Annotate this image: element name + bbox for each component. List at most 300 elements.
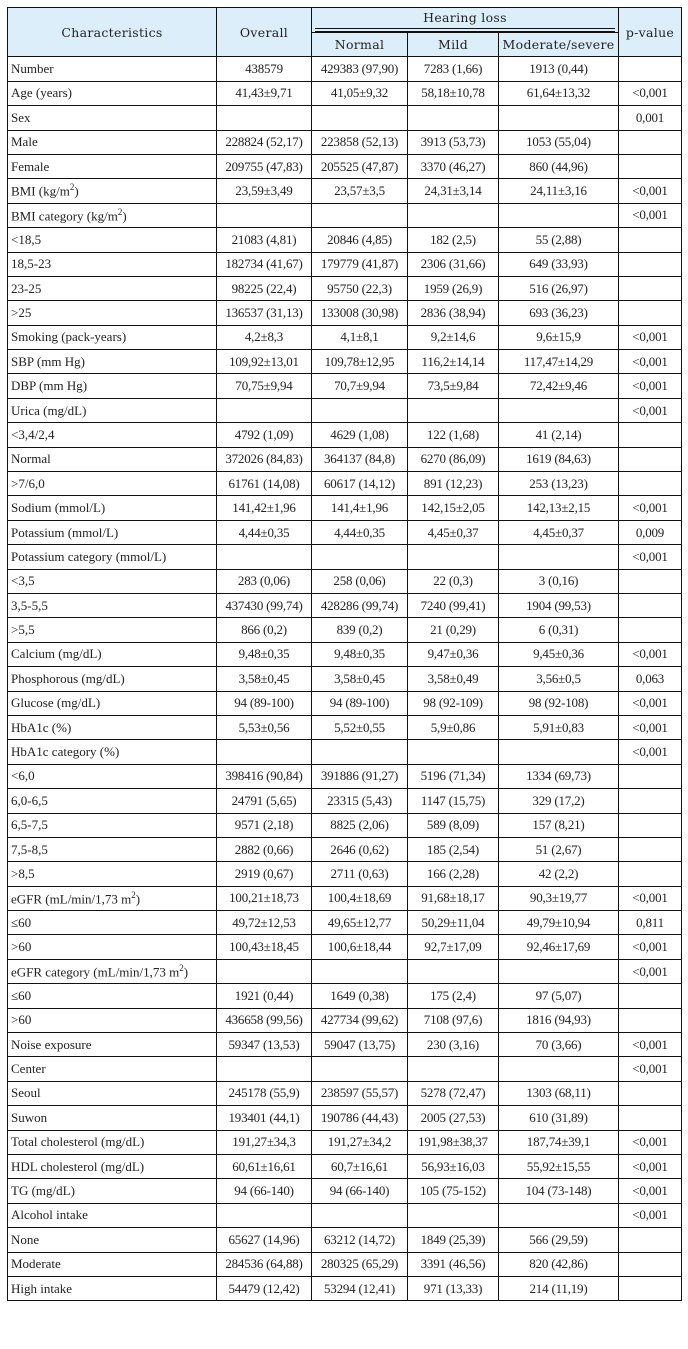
cell-characteristic [8,1276,217,1300]
cell-moderate-severe: 104 (73-148) [499,1179,619,1203]
cell-normal: 223858 (52,13) [312,130,408,154]
table-row [8,106,682,130]
cell-characteristic [8,1081,217,1105]
table-row [8,301,682,325]
header-characteristics: Characteristics [8,8,217,57]
cell-characteristic [8,350,217,374]
cell-p-value: <0,001 [619,691,682,715]
cell-p-value: <0,001 [619,496,682,520]
cell-mild: 891 (12,23) [408,472,499,496]
cell-overall: 100,43±18,45 [217,935,312,959]
cell-mild: 1959 (26,9) [408,276,499,300]
label-tail: ) [74,183,79,199]
cell-overall: 98225 (22,4) [217,276,312,300]
cell-characteristic [8,886,217,910]
cell-mild: 4,45±0,37 [408,520,499,544]
cell-p-value: <0,001 [619,545,682,569]
cell-normal [312,545,408,569]
characteristic-label: Potassium (mmol/L) [11,524,119,540]
characteristic-label: Sodium (mmol/L) [11,500,106,516]
cell-normal: 94 (89-100) [312,691,408,715]
cell-characteristic [8,813,217,837]
cell-p-value [619,1008,682,1032]
cell-p-value: <0,001 [619,1130,682,1154]
cell-characteristic [8,862,217,886]
cell-p-value [619,154,682,178]
characteristic-label: ≤60 [11,987,32,1003]
cell-moderate-severe [499,203,619,227]
cell-p-value: <0,001 [619,1033,682,1057]
cell-normal: 94 (66-140) [312,1179,408,1203]
cell-mild: 185 (2,54) [408,837,499,861]
cell-overall: 54479 (12,42) [217,1276,312,1300]
cell-overall: 60,61±16,61 [217,1154,312,1178]
cell-mild [408,740,499,764]
cell-characteristic [8,81,217,105]
cell-overall: 284536 (64,88) [217,1252,312,1276]
cell-overall: 21083 (4,81) [217,228,312,252]
cell-p-value [619,593,682,617]
cell-characteristic [8,1008,217,1032]
cell-overall [217,203,312,227]
cell-characteristic [8,764,217,788]
characteristic-label: <6,0 [11,768,35,784]
cell-mild: 91,68±18,17 [408,886,499,910]
cell-overall: 866 (0,2) [217,618,312,642]
cell-characteristic [8,959,217,983]
table-row [8,179,682,203]
cell-normal: 258 (0,06) [312,569,408,593]
table-body [8,57,682,1301]
cell-mild: 7283 (1,66) [408,57,499,81]
characteristic-label: eGFR (mL/min/1,73 m [11,891,132,907]
cell-mild: 3370 (46,27) [408,154,499,178]
cell-normal [312,1057,408,1081]
cell-overall: 228824 (52,17) [217,130,312,154]
characteristic-label: Number [11,61,54,77]
table-row [8,325,682,349]
cell-overall: 438579 [217,57,312,81]
cell-mild: 50,29±11,04 [408,911,499,935]
cell-characteristic [8,447,217,471]
characteristic-label: Female [11,158,50,174]
cell-p-value: <0,001 [619,325,682,349]
cell-moderate-severe: 1619 (84,63) [499,447,619,471]
cell-normal: 95750 (22,3) [312,276,408,300]
cell-characteristic [8,154,217,178]
characteristic-label: Glucose (mg/dL) [11,695,101,711]
cell-mild: 166 (2,28) [408,862,499,886]
cell-characteristic [8,1203,217,1227]
characteristic-label: Alcohol intake [11,1207,88,1223]
cell-moderate-severe: 42 (2,2) [499,862,619,886]
cell-p-value [619,301,682,325]
cell-characteristic [8,1106,217,1130]
cell-mild: 9,47±0,36 [408,642,499,666]
cell-overall [217,959,312,983]
cell-mild: 24,31±3,14 [408,179,499,203]
cell-moderate-severe: 70 (3,66) [499,1033,619,1057]
table-row [8,959,682,983]
cell-moderate-severe: 9,45±0,36 [499,642,619,666]
cell-normal: 191,27±34,2 [312,1130,408,1154]
table-row [8,1081,682,1105]
cell-p-value [619,447,682,471]
characteristic-label: BMI (kg/m [11,183,70,199]
cell-overall: 3,58±0,45 [217,667,312,691]
label-superscript: 2 [131,889,136,900]
cell-moderate-severe: 9,6±15,9 [499,325,619,349]
cell-moderate-severe [499,1203,619,1227]
cell-characteristic [8,228,217,252]
cell-p-value [619,862,682,886]
table-row [8,1228,682,1252]
table-row [8,252,682,276]
table-row [8,398,682,422]
cell-p-value: 0,063 [619,667,682,691]
table-row [8,276,682,300]
table-row [8,1033,682,1057]
table-row [8,691,682,715]
characteristic-label: Sex [11,109,31,125]
cell-p-value [619,276,682,300]
cell-normal: 59047 (13,75) [312,1033,408,1057]
cell-mild: 98 (92-109) [408,691,499,715]
cell-p-value: <0,001 [619,81,682,105]
cell-overall: 23,59±3,49 [217,179,312,203]
table-row [8,569,682,593]
cell-overall: 141,42±1,96 [217,496,312,520]
cell-characteristic [8,203,217,227]
table-row [8,911,682,935]
characteristic-label: DBP (mm Hg) [11,378,88,394]
cell-normal: 41,05±9,32 [312,81,408,105]
cell-moderate-severe: 55,92±15,55 [499,1154,619,1178]
cell-normal: 63212 (14,72) [312,1228,408,1252]
cell-mild: 182 (2,5) [408,228,499,252]
cell-normal: 3,58±0,45 [312,667,408,691]
cell-characteristic [8,545,217,569]
characteristic-label: None [11,1231,40,1247]
cell-moderate-severe: 5,91±0,83 [499,715,619,739]
cell-moderate-severe: 1816 (94,93) [499,1008,619,1032]
cell-moderate-severe: 3 (0,16) [499,569,619,593]
cell-p-value [619,57,682,81]
cell-normal: 427734 (99,62) [312,1008,408,1032]
cell-normal: 8825 (2,06) [312,813,408,837]
cell-moderate-severe: 860 (44,96) [499,154,619,178]
table-row [8,57,682,81]
characteristic-label: Potassium category (mmol/L) [11,548,167,564]
cell-characteristic [8,496,217,520]
cell-moderate-severe: 1053 (55,04) [499,130,619,154]
cell-overall [217,545,312,569]
cell-normal: 60617 (14,12) [312,472,408,496]
cell-overall: 59347 (13,53) [217,1033,312,1057]
table-header [8,8,682,57]
cell-p-value [619,1081,682,1105]
cell-moderate-severe: 516 (26,97) [499,276,619,300]
table-row [8,984,682,1008]
header-hearing-loss-group [312,8,619,33]
characteristic-label: HbA1c category (%) [11,744,120,760]
cell-mild: 3913 (53,73) [408,130,499,154]
cell-overall: 9571 (2,18) [217,813,312,837]
cell-p-value: <0,001 [619,1057,682,1081]
table-row [8,886,682,910]
characteristic-label: SBP (mm Hg) [11,353,85,369]
cell-mild: 105 (75-152) [408,1179,499,1203]
cell-mild: 1849 (25,39) [408,1228,499,1252]
cell-characteristic [8,423,217,447]
cell-characteristic [8,1179,217,1203]
table-row [8,130,682,154]
header-mild: Mild [408,33,499,57]
table-row [8,837,682,861]
cell-p-value: <0,001 [619,740,682,764]
table-row [8,1106,682,1130]
cell-normal: 70,7±9,94 [312,374,408,398]
cell-p-value: <0,001 [619,350,682,374]
cell-mild [408,106,499,130]
cell-p-value: <0,001 [619,959,682,983]
cell-overall: 61761 (14,08) [217,472,312,496]
cell-normal: 100,6±18,44 [312,935,408,959]
cell-normal: 5,52±0,55 [312,715,408,739]
cell-moderate-severe: 253 (13,23) [499,472,619,496]
cell-normal: 141,4±1,96 [312,496,408,520]
characteristic-label: Center [11,1061,46,1077]
cell-moderate-severe: 72,42±9,46 [499,374,619,398]
label-superscript: 2 [179,962,184,973]
table-row [8,667,682,691]
characteristic-label: 18,5-23 [11,256,52,272]
label-superscript: 2 [117,206,123,217]
cell-moderate-severe: 157 (8,21) [499,813,619,837]
cell-characteristic [8,57,217,81]
cell-mild: 5,9±0,86 [408,715,499,739]
cell-characteristic [8,398,217,422]
cell-p-value [619,789,682,813]
cell-normal: 428286 (99,74) [312,593,408,617]
table-row [8,203,682,227]
cell-normal: 23315 (5,43) [312,789,408,813]
cell-overall: 437430 (99,74) [217,593,312,617]
cell-characteristic [8,935,217,959]
characteristic-label: >5,5 [11,622,35,638]
cell-characteristic [8,374,217,398]
cell-normal [312,203,408,227]
label-tail: ) [183,964,189,980]
cell-overall: 2882 (0,66) [217,837,312,861]
cell-moderate-severe: 49,79±10,94 [499,911,619,935]
characteristic-label: Seoul [11,1085,41,1101]
characteristic-label: 7,5-8,5 [11,841,48,857]
cell-normal: 280325 (65,29) [312,1252,408,1276]
cell-moderate-severe: 329 (17,2) [499,789,619,813]
header-moderate-severe: Moderate/severe [499,33,619,57]
cell-normal: 133008 (30,98) [312,301,408,325]
cell-mild: 5196 (71,34) [408,764,499,788]
cell-overall: 94 (89-100) [217,691,312,715]
cell-overall: 49,72±12,53 [217,911,312,935]
cell-normal: 179779 (41,87) [312,252,408,276]
cell-characteristic [8,715,217,739]
cell-characteristic [8,618,217,642]
cell-characteristic [8,1154,217,1178]
characteristic-label: <18,5 [11,231,42,247]
cell-moderate-severe: 55 (2,88) [499,228,619,252]
cell-p-value [619,130,682,154]
cell-mild: 7240 (99,41) [408,593,499,617]
cell-normal: 49,65±12,77 [312,911,408,935]
label-superscript: 2 [69,182,75,193]
cell-mild: 230 (3,16) [408,1033,499,1057]
cell-overall: 109,92±13,01 [217,350,312,374]
cell-p-value [619,837,682,861]
cell-moderate-severe: 1334 (69,73) [499,764,619,788]
cell-normal: 4,1±8,1 [312,325,408,349]
cell-characteristic [8,472,217,496]
cell-moderate-severe: 6 (0,31) [499,618,619,642]
cell-normal: 238597 (55,57) [312,1081,408,1105]
characteristic-label: Suwon [11,1109,48,1125]
cell-p-value: <0,001 [619,935,682,959]
cell-characteristic [8,1130,217,1154]
characteristic-label: 23-25 [11,280,42,296]
table-row [8,789,682,813]
characteristic-label: Age (years) [11,85,72,101]
cell-mild: 56,93±16,03 [408,1154,499,1178]
characteristic-label: HbA1c (%) [11,719,72,735]
cell-overall [217,740,312,764]
cell-moderate-severe: 61,64±13,32 [499,81,619,105]
cell-p-value [619,764,682,788]
cell-p-value: <0,001 [619,1203,682,1227]
cell-mild: 971 (13,33) [408,1276,499,1300]
cell-mild: 2836 (38,94) [408,301,499,325]
cell-moderate-severe: 142,13±2,15 [499,496,619,520]
cell-moderate-severe: 3,56±0,5 [499,667,619,691]
cell-p-value [619,618,682,642]
characteristic-label: Smoking (pack-years) [11,329,127,345]
characteristic-label: eGFR category (mL/min/1,73 m [11,964,180,980]
table-row [8,1057,682,1081]
table-row [8,374,682,398]
cell-overall: 193401 (44,1) [217,1106,312,1130]
cell-overall: 209755 (47,83) [217,154,312,178]
characteristic-label: Total cholesterol (mg/dL) [11,1134,145,1150]
cell-overall: 9,48±0,35 [217,642,312,666]
cell-characteristic [8,642,217,666]
cell-mild: 191,98±38,37 [408,1130,499,1154]
cell-moderate-severe [499,740,619,764]
cell-mild: 3,58±0,49 [408,667,499,691]
cell-normal [312,740,408,764]
cell-overall [217,1057,312,1081]
cell-p-value [619,1106,682,1130]
cell-moderate-severe: 51 (2,67) [499,837,619,861]
characteristic-label: <3,4/2,4 [11,426,55,442]
cell-moderate-severe: 98 (92-108) [499,691,619,715]
cell-moderate-severe [499,545,619,569]
table-row [8,715,682,739]
table-row [8,862,682,886]
cell-mild: 1147 (15,75) [408,789,499,813]
cell-characteristic [8,1057,217,1081]
cell-moderate-severe [499,106,619,130]
characteristic-label: BMI category (kg/m [11,208,118,224]
cell-mild: 142,15±2,05 [408,496,499,520]
cell-overall: 41,43±9,71 [217,81,312,105]
cell-p-value: <0,001 [619,203,682,227]
cell-overall: 70,75±9,94 [217,374,312,398]
cell-moderate-severe: 90,3±19,77 [499,886,619,910]
table-row [8,642,682,666]
cell-mild: 73,5±9,84 [408,374,499,398]
cell-p-value: 0,811 [619,911,682,935]
cell-normal [312,106,408,130]
cell-moderate-severe: 187,74±39,1 [499,1130,619,1154]
table-row [8,618,682,642]
cell-p-value [619,472,682,496]
cell-moderate-severe [499,398,619,422]
cell-p-value [619,813,682,837]
cell-overall: 2919 (0,67) [217,862,312,886]
cell-overall: 398416 (90,84) [217,764,312,788]
cell-normal: 429383 (97,90) [312,57,408,81]
cell-mild: 2306 (31,66) [408,252,499,276]
cell-overall [217,398,312,422]
cell-p-value: <0,001 [619,179,682,203]
cell-overall: 191,27±34,3 [217,1130,312,1154]
cell-p-value: <0,001 [619,398,682,422]
cell-mild: 116,2±14,14 [408,350,499,374]
cell-normal [312,959,408,983]
cell-characteristic [8,789,217,813]
cell-moderate-severe: 92,46±17,69 [499,935,619,959]
cell-characteristic [8,837,217,861]
cell-p-value: <0,001 [619,1179,682,1203]
cell-normal: 839 (0,2) [312,618,408,642]
cell-characteristic [8,520,217,544]
cell-normal: 4629 (1,08) [312,423,408,447]
cell-overall: 283 (0,06) [217,569,312,593]
characteristic-label: 6,5-7,5 [11,817,48,833]
label-tail: ) [122,208,127,224]
cell-characteristic [8,276,217,300]
cell-mild: 21 (0,29) [408,618,499,642]
header-p-value: p-value [619,8,682,57]
cell-normal: 205525 (47,87) [312,154,408,178]
cell-normal: 100,4±18,69 [312,886,408,910]
cell-overall: 245178 (55,9) [217,1081,312,1105]
cell-mild: 3391 (46,56) [408,1252,499,1276]
cell-moderate-severe: 4,45±0,37 [499,520,619,544]
cell-moderate-severe: 693 (36,23) [499,301,619,325]
cell-overall: 136537 (31,13) [217,301,312,325]
cell-characteristic [8,984,217,1008]
table-row [8,1179,682,1203]
cell-normal: 9,48±0,35 [312,642,408,666]
cell-moderate-severe: 820 (42,86) [499,1252,619,1276]
table-row [8,472,682,496]
header-hearing-loss: Hearing loss [423,10,507,25]
cell-p-value [619,1276,682,1300]
cell-moderate-severe: 649 (33,93) [499,252,619,276]
cell-normal [312,398,408,422]
cell-overall [217,106,312,130]
